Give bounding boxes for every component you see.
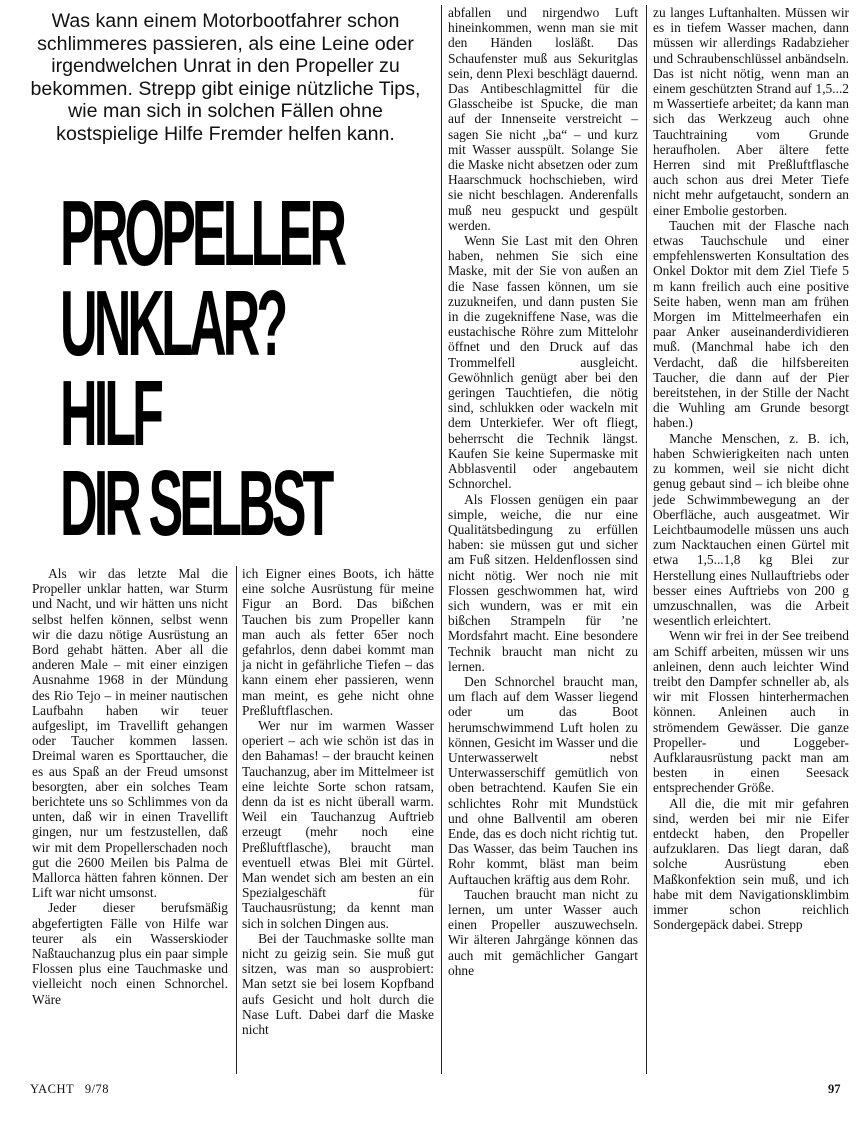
paragraph: Jeder dieser berufsmäßig abgefertigten Fälle von Hilfe war teurer als ein Wasserskioder Naßtauchanzug plus ein paar simple Flossen plus eine Tauchmaske und vielleicht noch einen Schnorchel. Wäre	[32, 900, 228, 1007]
column-1	[32, 566, 228, 1007]
column-rule	[646, 5, 647, 1074]
column-rule	[441, 5, 442, 1074]
page-number: 97	[828, 1082, 841, 1096]
paragraph: Als Flossen genügen ein paar simple, weiche, die nur eine Qualitätsbedingung zu erfüllen haben: sie müssen gut und sicher am Fuß sitzen. Heldenflossen sind nicht nötig. Wer noch nie mit Flossen geschwommen hat, wird sich wundern, was er mit ein bißchen Strampeln für ’ne Mordsfahrt macht. Eine besondere Technik braucht man nicht zu lernen.	[448, 491, 638, 674]
headline-line-4: DIR SELBST	[60, 451, 331, 555]
column-3	[448, 5, 638, 978]
headline	[60, 181, 344, 555]
footer-magazine	[30, 1082, 109, 1097]
column-rule	[236, 566, 237, 1074]
paragraph: Tauchen mit der Flasche nach etwas Tauchschule und einer empfehlenswerten Konsultation des Onkel Doktor mit dem Ziel Tiefe 5 m kann freilich auch eine positive Seite haben, wenn man am frühen Morgen im Mittelmeerhafen ein paar Anker auseinanderdividieren muß. (Manchmal habe ich den Verdacht, daß die hilfsbereiten Taucher, die dann auf der Pier bereitstehen, in der Stille der Nacht die Wuhling am Grunde besorgt haben.)	[653, 217, 849, 431]
paragraph: All die, die mit mir gefahren sind, werden bei mir nie Eifer entdeckt haben, den Propeller aufzuklaren. Das liegt daran, daß solche Ausrüstung eben Maßkonfektion sein muß, und ich habe mit dem Navigationsklimbim immer schon reichlich Sondergepäck dabei. Strepp	[653, 795, 849, 933]
paragraph: abfallen und nirgendwo Luft hineinkommen, wenn man sie mit den Händen losläßt. Das Schaufenster muß aus Sekuritglas sein, denn Plexi beschlägt dauernd. Das Antibeschlagmittel für die Glasscheibe ist Spucke, die man auf der Innenseite verstreicht – sagen Sie nicht „ba“ – und kurz mit Wasser ausspült. Solange Sie die Maske nicht absetzen oder zum Haarschmuck hochschieben, wird sie nicht beschlagen. Anderenfalls muß neu gespuckt und gespült werden.	[448, 5, 638, 233]
paragraph: zu langes Luftanhalten. Müssen wir es in tiefem Wasser machen, dann müssen wir allerdings Radabzieher und Schraubenschlüssel anbändseln. Das ist nicht nötig, wenn man an einem geschützten Strand auf 1,5...2 m Wassertiefe arbeitet; da kann man sich das Werkzeug auch ohne Tauchtraining vom Grunde heraufholen. Aber ältere fette Herren sind mit Preßluftflasche auch schon aus drei Meter Tiefe nicht mehr aufgetaucht, sondern an einer Embolie gestorben.	[653, 5, 849, 218]
paragraph: Den Schnorchel braucht man, um flach auf dem Wasser liegend oder um das Boot herumschwimmend Luft holen zu können, Gesicht im Wasser und die Unterwasserwelt nebst Unterwasserschiff gemütlich von oben betrachtend. Kaufen Sie ein schlichtes Rohr mit Mundstück und ohne Ballventil am oberen Ende, das es doch nicht richtig tut. Das Wasser, das beim Tauchen ins Rohr kommt, bläst man beim Auftauchen kräftig aus dem Rohr.	[448, 673, 638, 887]
paragraph: ich Eigner eines Boots, ich hätte eine solche Ausrüstung für meine Figur an Bord. Das bißchen Tauchen bis zum Propeller kann man auch als fetter 65er noch gefahrlos, denn dabei kommt man ja nicht in gefährliche Tiefen – das kann einem eher passieren, wenn man meint, es gehe nicht ohne Preßluftflaschen.	[242, 566, 434, 718]
magazine-name: YACHT	[30, 1082, 74, 1096]
intro-text: Was kann einem Motorbootfahrer schon schlimmeres passieren, als eine Leine oder irgendwelchen Unrat in den Propeller zu bekommen. Strepp gibt einige nützliche Tips, wie man sich in solchen Fällen ohne kostspielige Hilfe Fremder helfen kann.	[30, 10, 421, 145]
column-2	[242, 566, 434, 1037]
column-4	[653, 5, 849, 932]
headline-line-3: HILF	[60, 361, 161, 465]
paragraph: Wenn wir frei in der See treibend am Schiff arbeiten, müssen wir uns anleinen, denn auch leichter Wind treibt den Dampfer schneller ab, als wir mit Flossen hinterhermachen können. Anleinen auch in strömendem Gewässer. Die ganze Propeller- und Loggeber-Aufklarausrüstung packt man am besten in einen Seesack entsprechender Größe.	[653, 628, 849, 796]
paragraph: Wenn Sie Last mit den Ohren haben, nehmen Sie sich eine Maske, mit der Sie von außen an die Nase fassen können, um sie zuzukneifen, und dann pusten Sie in die zugekniffene Nase, was die eustachische Röhre zum Mittelohr öffnet und den Druck auf das Trommelfell ausgleicht. Gewöhnlich genügt aber bei den geringen Tauchtiefen, die nötig sind, schlukken oder wackeln mit dem Unterkiefer. Wer oft fliegt, beherrscht die Technik längst. Kaufen Sie keine Supermaske mit Abblasventil oder angebautem Schnorchel.	[448, 233, 638, 492]
paragraph: Bei der Tauchmaske sollte man nicht zu geizig sein. Sie muß gut sitzen, was man so ausprobiert: Man setzt sie bei losem Kopfband aufs Gesicht und holt durch die Nase Luft. Dabei darf die Maske nicht	[242, 930, 434, 1038]
issue-number: 9/78	[84, 1082, 110, 1096]
headline-line-1: PROPELLER	[60, 181, 344, 285]
paragraph: Wer nur im warmen Wasser operiert – ach wie schön ist das in den Bahamas! – der braucht keinen Tauchanzug, aber im Mittelmeer ist eine leichte Sorte schon ratsam, denn da ist es nicht überall warm. Weil ein Tauchanzug Auftrieb erzeugt (mehr noch eine Preßluftflasche), braucht man eventuell etwas Blei mit Gürtel. Man wendet sich am besten an ein Spezialgeschäft für Tauchausrüstung; da kennt man sich in solchen Dingen aus.	[242, 718, 434, 931]
paragraph: Tauchen braucht man nicht zu lernen, um unter Wasser auch einen Propeller auszuwechseln. Wir älteren Jahrgänge können das auch mit gemächlicher Gangart ohne	[448, 886, 638, 978]
paragraph: Manche Menschen, z. B. ich, haben Schwierigkeiten nach unten zu kommen, weil sie nicht dicht genug gebaut sind – ich bleibe ohne jede Schwimmbewegung an der Oberfläche, auch ausgeatmet. Wir Leichtbaumodelle müssen uns auch zum Nacktauchen einen Gürtel mit etwa 1,5...1,8 kg Blei zur Herstellung eines Nullauftriebs oder besser eines Auftriebs von 200 g umzuschnallen, was die Arbeit wesentlich erleichtert.	[653, 430, 849, 629]
paragraph: Als wir das letzte Mal die Propeller unklar hatten, war Sturm und Nacht, und wir hätten uns nicht selbst helfen können, selbst wenn wir die dazu nötige Ausrüstung an Bord gehabt hätten. Aber all die anderen Male – mit einer einzigen Ausnahme 1968 in der Mündung des Rio Tejo – in meiner nautischen Laufbahn haben wir teuer aufgeslipt, im Travellift gehangen oder Taucher kommen lassen. Dreimal waren es Sporttaucher, die es aus Spaß an der Freud umsonst besorgten, aber ein solches Team berichtete uns so Schlimmes von da unten, daß wir in einen Travellift gingen, nur um festzustellen, daß wir mit dem Propellerschaden noch gut die 2600 Meilen bis Palma de Mallorca hätten fahren können. Der Lift war nicht umsonst.	[32, 566, 228, 901]
headline-line-2: UNKLAR?	[60, 271, 285, 375]
